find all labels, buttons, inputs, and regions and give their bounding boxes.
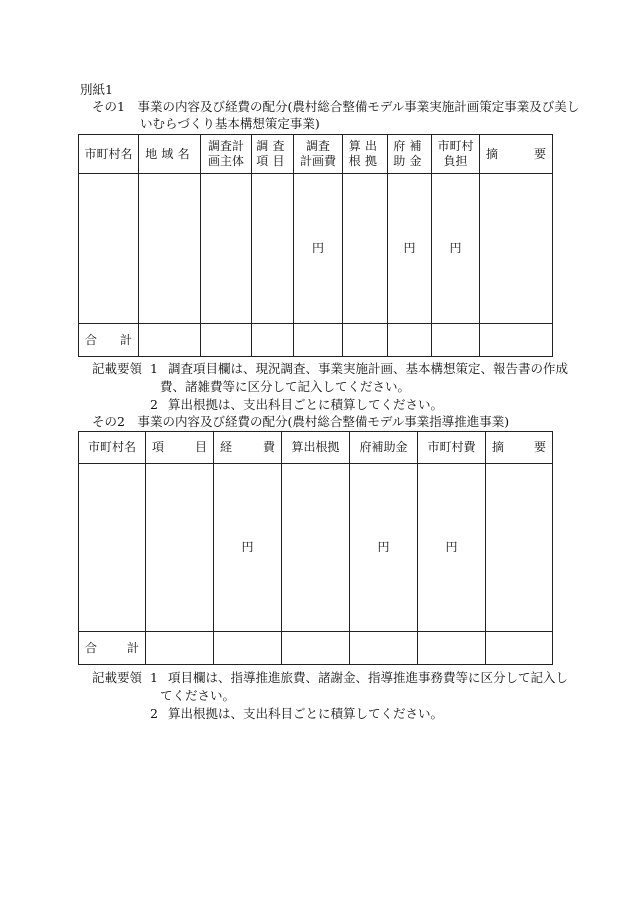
attachment-label: 別紙1 bbox=[80, 82, 113, 97]
table-part2 bbox=[78, 431, 553, 665]
t2-header-cost-b: 費 bbox=[262, 440, 275, 454]
t2-total-subsidy bbox=[350, 632, 418, 665]
notes2-item2-text: 算出根拠は、支出科目ごとに積算してください。 bbox=[168, 706, 444, 721]
t2-total-a: 合 bbox=[85, 640, 98, 655]
t1-header-subsidy bbox=[388, 135, 432, 174]
t2-header-muni-cost: 市町村費 bbox=[418, 432, 486, 464]
notes2-item2-num: 2 bbox=[150, 706, 158, 721]
t1-header-survey-item-l2: 項目 bbox=[256, 154, 289, 168]
t1-total-remarks bbox=[480, 324, 553, 357]
t2-header-cost bbox=[214, 432, 282, 464]
t1-cell-survey-body bbox=[201, 174, 252, 324]
t2-total-item bbox=[146, 632, 214, 665]
t2-total-label bbox=[79, 632, 146, 665]
t1-header-municipality: 市町村名 bbox=[79, 135, 139, 174]
t1-total-label bbox=[79, 324, 139, 357]
t1-header-muni-burden-l1: 市町村 bbox=[437, 139, 474, 153]
t1-header-remarks-b: 要 bbox=[533, 146, 546, 161]
notes1-item1-line2: 費、諸雑費等に区分して記入してください。 bbox=[160, 379, 411, 394]
t1-header-survey-cost-l1: 調査 bbox=[305, 139, 330, 153]
t1-total-survey-cost bbox=[294, 324, 343, 357]
table2-body-row bbox=[79, 464, 553, 632]
t2-cell-subsidy: 円 bbox=[350, 464, 418, 632]
t2-cell-municipality bbox=[79, 464, 146, 632]
t1-header-remarks bbox=[480, 135, 553, 174]
table2-total-row bbox=[79, 632, 553, 665]
t1-header-survey-cost-l2: 計画費 bbox=[299, 154, 336, 168]
t1-cell-area-name bbox=[139, 174, 201, 324]
t1-total-b: 計 bbox=[119, 332, 132, 347]
t1-header-survey-body-l2: 画主体 bbox=[207, 154, 244, 168]
t1-header-muni-burden bbox=[432, 135, 480, 174]
part1-title-line2: いむらづくり基本構想策定事業) bbox=[140, 116, 320, 131]
t1-cell-subsidy: 円 bbox=[388, 174, 432, 324]
t1-cell-basis bbox=[343, 174, 388, 324]
t1-cell-remarks bbox=[480, 174, 553, 324]
notes1-heading: 記載要領 bbox=[92, 361, 143, 376]
notes1-item2-num: 2 bbox=[150, 397, 158, 412]
t1-header-area-name: 地域名 bbox=[139, 135, 201, 174]
t2-header-municipality: 市町村名 bbox=[79, 432, 146, 464]
notes2-item1-line2: てください。 bbox=[160, 688, 236, 703]
t1-header-subsidy-l1: 府補 bbox=[393, 139, 426, 153]
t2-total-basis bbox=[282, 632, 350, 665]
notes2-item1-num: 1 bbox=[150, 670, 158, 685]
t1-header-basis-l1: 算出 bbox=[348, 139, 382, 153]
t1-header-survey-body bbox=[201, 135, 252, 174]
part2-title: その2 事業の内容及び経費の配分(農村総合整備モデル事業指導推進事業) bbox=[92, 414, 510, 429]
t1-cell-municipality bbox=[79, 174, 139, 324]
t2-total-cost bbox=[214, 632, 282, 665]
t2-cell-remarks bbox=[486, 464, 553, 632]
t1-cell-survey-item bbox=[252, 174, 294, 324]
notes1-item1-num: 1 bbox=[150, 361, 158, 376]
notes1-item1-line1: 調査項目欄は、現況調査、事業実施計画、基本構想策定、報告書の作成 bbox=[168, 361, 569, 376]
t1-header-basis bbox=[343, 135, 388, 174]
t1-total-basis bbox=[343, 324, 388, 357]
t2-cell-item bbox=[146, 464, 214, 632]
t2-cell-muni-cost: 円 bbox=[418, 464, 486, 632]
t1-header-survey-item-l1: 調査 bbox=[256, 139, 289, 153]
notes2-item1-line1: 項目欄は、指導推進旅費、諸謝金、指導推進事務費等に区分して記入し bbox=[168, 670, 569, 685]
t1-header-survey-item bbox=[252, 135, 294, 174]
part1-title-line1: その1 事業の内容及び経費の配分(農村総合整備モデル事業実施計画策定事業及び美し bbox=[92, 99, 580, 114]
t2-header-remarks-b: 要 bbox=[533, 440, 546, 454]
t1-total-muni-burden bbox=[432, 324, 480, 357]
notes2-heading: 記載要領 bbox=[92, 670, 143, 685]
t2-header-subsidy: 府補助金 bbox=[350, 432, 418, 464]
t1-header-survey-cost bbox=[294, 135, 343, 174]
t2-cell-basis bbox=[282, 464, 350, 632]
t2-header-cost-a: 経 bbox=[220, 440, 233, 454]
t1-cell-muni-burden: 円 bbox=[432, 174, 480, 324]
t2-header-remarks bbox=[486, 432, 553, 464]
table1-total-row bbox=[79, 324, 553, 357]
t1-header-subsidy-l2: 助金 bbox=[393, 154, 426, 168]
t2-header-item-b: 目 bbox=[194, 440, 207, 454]
t1-header-survey-body-l1: 調査計 bbox=[207, 139, 244, 153]
table1-header-row bbox=[79, 135, 553, 174]
t2-total-b: 計 bbox=[126, 640, 139, 655]
t1-total-survey-body bbox=[201, 324, 252, 357]
t2-total-muni-cost bbox=[418, 632, 486, 665]
t2-header-item bbox=[146, 432, 214, 464]
table2-header-row bbox=[79, 432, 553, 464]
t2-total-remarks bbox=[486, 632, 553, 665]
t2-header-remarks-a: 摘 bbox=[492, 440, 505, 454]
t1-header-remarks-a: 摘 bbox=[486, 146, 499, 161]
t2-header-item-a: 項 bbox=[152, 440, 165, 454]
notes1-item2-text: 算出根拠は、支出科目ごとに積算してください。 bbox=[168, 397, 444, 412]
t1-header-basis-l2: 根拠 bbox=[348, 154, 382, 168]
t2-header-basis: 算出根拠 bbox=[282, 432, 350, 464]
table1-body-row bbox=[79, 174, 553, 324]
t1-total-a: 合 bbox=[85, 332, 98, 347]
t1-total-subsidy bbox=[388, 324, 432, 357]
t1-header-muni-burden-l2: 負担 bbox=[443, 154, 468, 168]
t1-total-survey-item bbox=[252, 324, 294, 357]
t1-cell-survey-cost: 円 bbox=[294, 174, 343, 324]
table-part1 bbox=[78, 134, 553, 357]
t2-cell-cost: 円 bbox=[214, 464, 282, 632]
t1-total-area-name bbox=[139, 324, 201, 357]
